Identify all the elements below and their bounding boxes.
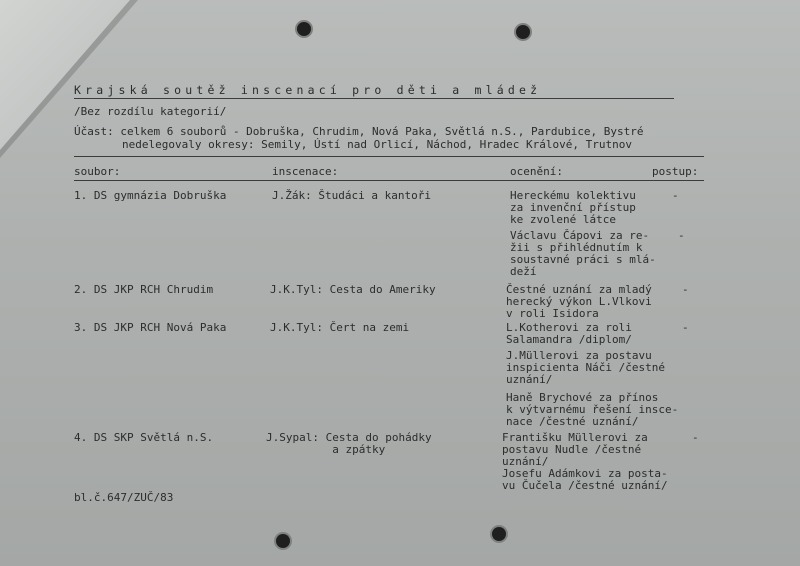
header-inscenace: inscenace: xyxy=(272,165,339,178)
participation-line-1: Účast: celkem 6 souborů - Dobruška, Chrudim, Nová Paka, Světlá n.S., Pardubice, Bystré xyxy=(74,125,644,138)
row-3-award-1-line-2: Salamandra /diplom/ xyxy=(506,333,632,346)
row-2-soubor: 2. DS JKP RCH Chrudim xyxy=(74,283,214,296)
row-3-award-2-line-1: J.Müllerovi za postavu xyxy=(506,349,652,362)
row-2-award-1-line-2: herecký výkon L.Vlkovi xyxy=(506,295,652,308)
row-4-award-2-line-2: vu Čučela /čestné uznání/ xyxy=(502,479,668,492)
row-4-award-1-line-3: uznání/ xyxy=(502,455,549,468)
row-3-award-1-line-1: L.Kotherovi za roli xyxy=(506,321,632,334)
row-1-soubor: 1. DS gymnázia Dobruška xyxy=(74,189,227,202)
punch-hole-top-right xyxy=(516,25,530,39)
row-3-postup-1: - xyxy=(682,321,689,334)
row-4-postup-1: - xyxy=(692,431,699,444)
row-1-award-1-line-1: Hereckému kolektivu xyxy=(510,189,636,202)
reference-number: bl.č.647/ZUČ/83 xyxy=(74,491,174,504)
row-3-award-3-line-3: nace /čestné uznání/ xyxy=(506,415,639,428)
row-1-award-2-line-1: Václavu Čápovi za re- xyxy=(510,229,650,242)
title-underline xyxy=(74,98,674,99)
row-3-award-2-line-2: inspicienta Náči /čestné xyxy=(506,361,665,374)
row-1-award-2-line-2: žii s přihlédnutím k xyxy=(510,241,643,254)
punch-hole-top-left xyxy=(297,22,311,36)
document-title: Krajská soutěž inscenací pro děti a mládež xyxy=(74,83,542,97)
participation-line-2: nedelegovaly okresy: Semily, Ústí nad Orlicí, Náchod, Hradec Králové, Trutnov xyxy=(122,138,632,151)
header-bottom-rule xyxy=(74,180,704,181)
header-top-rule xyxy=(74,156,704,157)
row-4-inscenace-line-2: a zpátky xyxy=(266,443,386,456)
punch-hole-bottom-right xyxy=(492,527,506,541)
punch-hole-bottom-left xyxy=(276,534,290,548)
header-postup: postup: xyxy=(652,165,699,178)
header-soubor: soubor: xyxy=(74,165,121,178)
category-note: /Bez rozdílu kategorií/ xyxy=(74,105,227,118)
header-oceneni: ocenění: xyxy=(510,165,563,178)
row-2-award-1-line-3: v roli Isidora xyxy=(506,307,599,320)
row-2-postup-1: - xyxy=(682,283,689,296)
row-3-award-3-line-2: k výtvarnému řešení insce- xyxy=(506,403,679,416)
row-1-award-2-line-3: soustavné práci s mlá- xyxy=(510,253,656,266)
row-4-soubor: 4. DS SKP Světlá n.S. xyxy=(74,431,214,444)
row-1-award-2-line-4: deží xyxy=(510,265,537,278)
row-1-award-1-line-2: za invenční přístup xyxy=(510,201,636,214)
row-3-award-2-line-3: uznání/ xyxy=(506,373,553,386)
row-1-postup-1: - xyxy=(672,189,679,202)
row-2-award-1-line-1: Čestné uznání za mladý xyxy=(506,283,652,296)
row-4-inscenace-line-1: J.Sypal: Cesta do pohádky xyxy=(266,431,432,444)
row-1-inscenace: J.Žák: Študáci a kantoři xyxy=(272,189,431,202)
row-2-inscenace: J.K.Tyl: Cesta do Ameriky xyxy=(270,283,436,296)
row-4-award-2-line-1: Josefu Adámkovi za posta- xyxy=(502,467,668,480)
row-1-postup-2: - xyxy=(678,229,685,242)
row-1-award-1-line-3: ke zvolené látce xyxy=(510,213,616,226)
row-3-award-3-line-1: Haně Brychové za přínos xyxy=(506,391,659,404)
row-4-award-1-line-2: postavu Nudle /čestné xyxy=(502,443,642,456)
row-3-soubor: 3. DS JKP RCH Nová Paka xyxy=(74,321,227,334)
row-4-award-1-line-1: Františku Müllerovi za xyxy=(502,431,648,444)
row-3-inscenace: J.K.Tyl: Čert na zemi xyxy=(270,321,410,334)
